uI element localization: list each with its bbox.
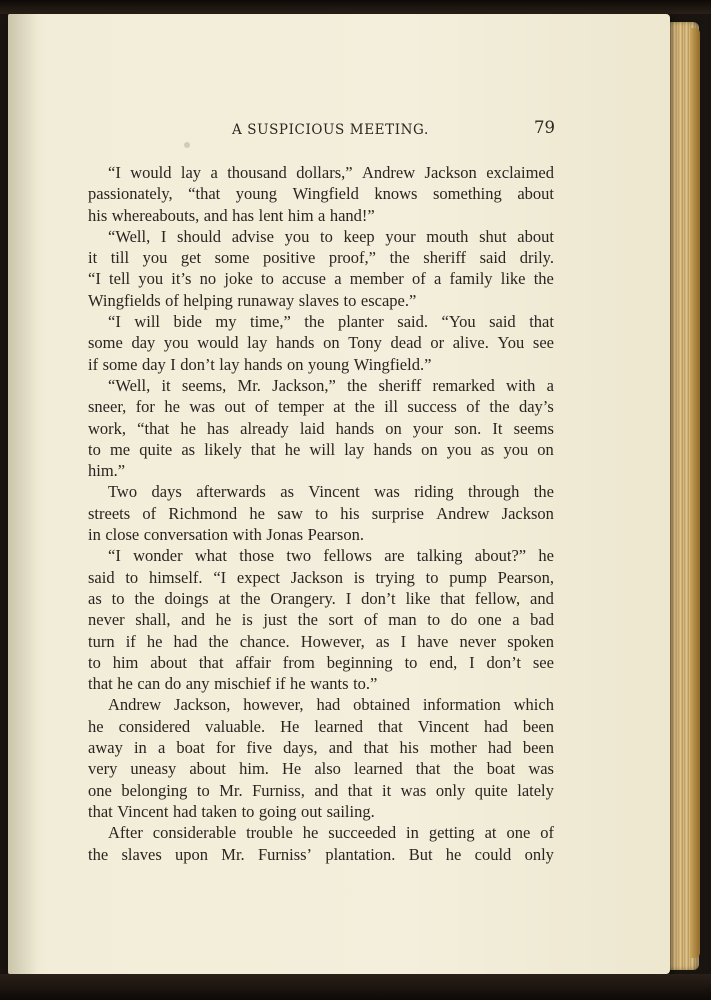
top-edge — [0, 0, 711, 14]
text-line: the slaves upon Mr. Furniss’ plantation. But he could only — [88, 844, 554, 864]
text-line: his whereabouts, and has lent him a hand!” — [88, 205, 375, 225]
text-line: very uneasy about him. He also learned that the boat was — [88, 759, 554, 779]
text-line: said to himself. “I expect Jackson is trying to pump Pearson, — [88, 567, 554, 587]
text-line: After considerable trouble he succeeded in getting at one of — [108, 823, 554, 843]
text-line: some day you would lay hands on Tony dead or alive. You see — [88, 333, 554, 353]
text-line: “I tell you it’s no joke to accuse a member of a family like the — [88, 269, 554, 289]
text-line: away in a boat for five days, and that his mother had been — [88, 738, 554, 758]
text-line: to him about that affair from beginning to end, I don’t see — [88, 652, 554, 672]
text-line: passionately, “that young Wingfield knows something about — [88, 184, 554, 204]
text-line: if some day I don’t lay hands on young Wingfield.” — [88, 354, 432, 374]
text-line: “Well, it seems, Mr. Jackson,” the sheriff remarked with a — [108, 375, 554, 395]
text-line: Wingfields of helping runaway slaves to escape.” — [88, 290, 417, 310]
text-line: Two days afterwards as Vincent was riding through the — [108, 482, 554, 502]
page-header — [8, 118, 670, 144]
text-line: work, “that he has already laid hands on your son. It seems — [88, 418, 554, 438]
text-line: “I wonder what those two fellows are talking about?” he — [108, 546, 554, 566]
text-line: to me quite as likely that he will lay hands on you as you on — [88, 439, 554, 459]
text-line: streets of Richmond he saw to his surprise Andrew Jackson — [88, 503, 554, 523]
text-line: that Vincent had taken to going out sailing. — [88, 801, 375, 821]
bottom-edge — [0, 974, 711, 1000]
running-title: A SUSPICIOUS MEETING. — [232, 122, 429, 138]
text-line: “I would lay a thousand dollars,” Andrew Jackson exclaimed — [108, 163, 554, 182]
text-line: in close conversation with Jonas Pearson. — [88, 525, 364, 545]
gilt-edge — [690, 28, 700, 958]
body-text — [88, 162, 554, 865]
gutter-shadow — [8, 14, 38, 974]
text-line: that he can do any mischief if he wants to.” — [88, 674, 378, 694]
text-line: he considered valuable. He learned that Vincent had been — [88, 716, 554, 736]
text-line: “Well, I should advise you to keep your mouth shut about — [108, 226, 554, 246]
text-line: sneer, for he was out of temper at the ill success of the day’s — [88, 397, 554, 417]
text-line: turn if he had the chance. However, as I have never spoken — [88, 631, 554, 651]
text-line: one belonging to Mr. Furniss, and that it was only quite lately — [88, 780, 554, 800]
text-line: as to the doings at the Orangery. I don’t like that fellow, and — [88, 588, 554, 608]
text-line: Andrew Jackson, however, had obtained information which — [108, 695, 554, 715]
book-page — [8, 14, 670, 974]
page-number: 79 — [534, 118, 555, 137]
text-line: never shall, and he is just the sort of man to do one a bad — [88, 610, 554, 630]
text-line: it till you get some positive proof,” the sheriff said drily. — [88, 248, 554, 268]
text-line: “I will bide my time,” the planter said. “You said that — [108, 312, 554, 332]
text-line: him.” — [88, 461, 126, 481]
